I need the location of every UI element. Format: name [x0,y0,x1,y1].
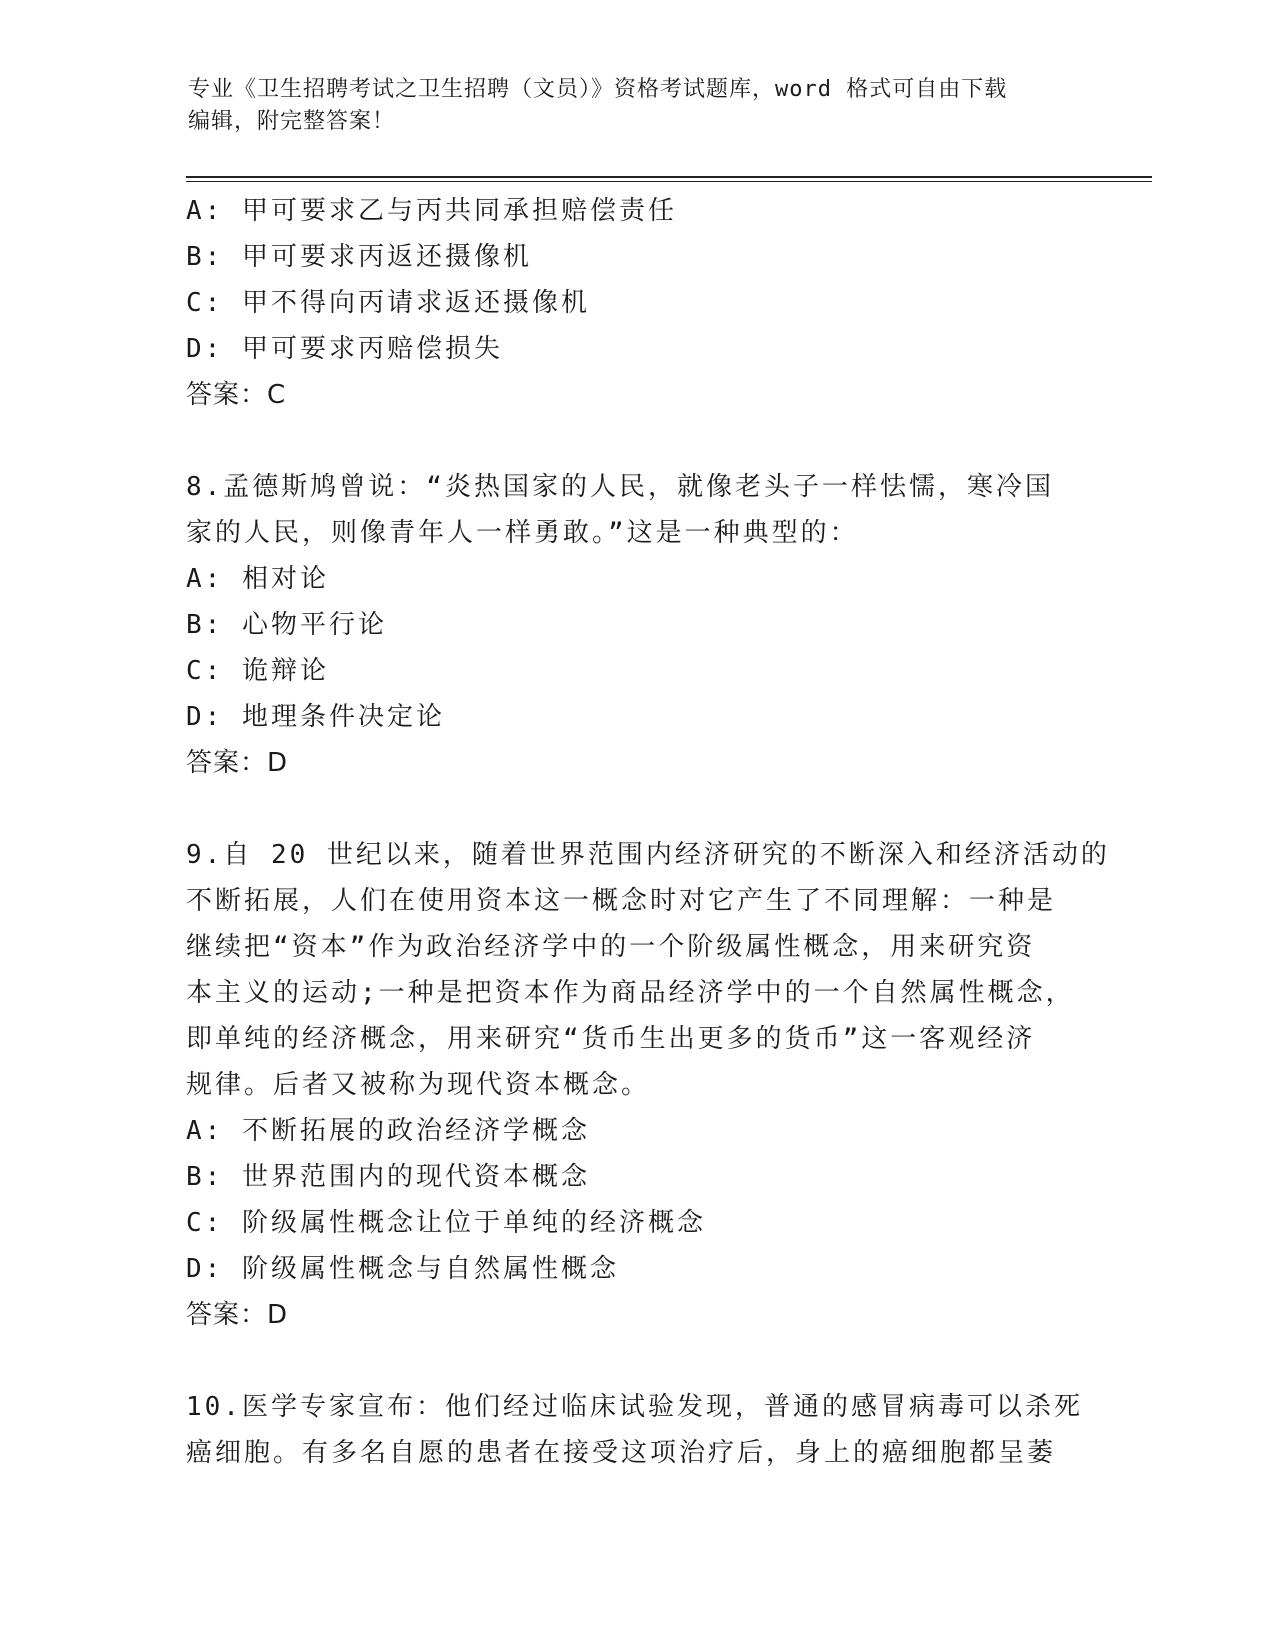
question-10 [186,1384,1086,1476]
q7-option-c: C: 甲不得向丙请求返还摄像机 [186,288,590,318]
q9-stem-line-1: 9.自 20 世纪以来，随着世界范围内经济研究的不断深入和经济活动的 [186,840,1110,870]
q9-stem-line-2: 不断拓展，人们在使用资本这一概念时对它产生了不同理解：一种是 [186,886,1057,916]
spacer [186,1338,1086,1384]
header-line-1: 专业《卫生招聘考试之卫生招聘（文员）》资格考试题库，word 格式可自由下载 [188,77,1008,102]
q9-stem-line-4: 本主义的运动;一种是把资本作为商品经济学中的一个自然属性概念， [186,978,1075,1008]
q9-stem-line-5: 即单纯的经济概念，用来研究“货币生出更多的货币”这一客观经济 [186,1024,1036,1054]
q9-stem-line-3: 继续把“资本”作为政治经济学中的一个阶级属性概念，用来研究资 [186,932,1036,962]
document-header [188,74,1088,138]
q10-stem-line-2: 癌细胞。有多名自愿的患者在接受这项治疗后，身上的癌细胞都呈萎 [186,1438,1057,1468]
question-9 [186,832,1110,1338]
q9-option-c: C: 阶级属性概念让位于单纯的经济概念 [186,1208,706,1238]
header-line-2: 编辑，附完整答案！ [188,109,396,134]
header-divider-thin [186,181,1152,182]
q9-answer: 答案：D [186,1300,289,1330]
q9-option-a: A: 不断拓展的政治经济学概念 [186,1116,590,1146]
header-divider-thick [186,176,1152,178]
q7-option-a: A: 甲可要求乙与丙共同承担赔偿责任 [186,196,677,226]
question-8 [186,464,1086,786]
spacer [186,786,1086,832]
spacer [186,418,1086,464]
question-content [186,188,1110,1476]
q8-stem-line-1: 8.孟德斯鸠曾说：“炎热国家的人民，就像老头子一样怯懦，寒冷国 [186,472,1054,502]
q8-option-c: C: 诡辩论 [186,656,329,686]
q8-answer: 答案：D [186,748,289,778]
q9-option-d: D: 阶级属性概念与自然属性概念 [186,1254,619,1284]
q9-stem-line-6: 规律。后者又被称为现代资本概念。 [186,1070,651,1100]
q8-option-b: B: 心物平行论 [186,610,387,640]
q7-option-d: D: 甲可要求丙赔偿损失 [186,334,503,364]
question-7 [186,188,1086,418]
q10-stem-line-1: 10.医学专家宣布：他们经过临床试验发现，普通的感冒病毒可以杀死 [186,1392,1083,1422]
q7-option-b: B: 甲可要求丙返还摄像机 [186,242,532,272]
q8-option-a: A: 相对论 [186,564,329,594]
q7-answer: 答案：C [186,380,287,410]
q8-stem-line-2: 家的人民，则像青年人一样勇敢。”这是一种典型的： [186,518,859,548]
q9-option-b: B: 世界范围内的现代资本概念 [186,1162,590,1192]
q8-option-d: D: 地理条件决定论 [186,702,445,732]
